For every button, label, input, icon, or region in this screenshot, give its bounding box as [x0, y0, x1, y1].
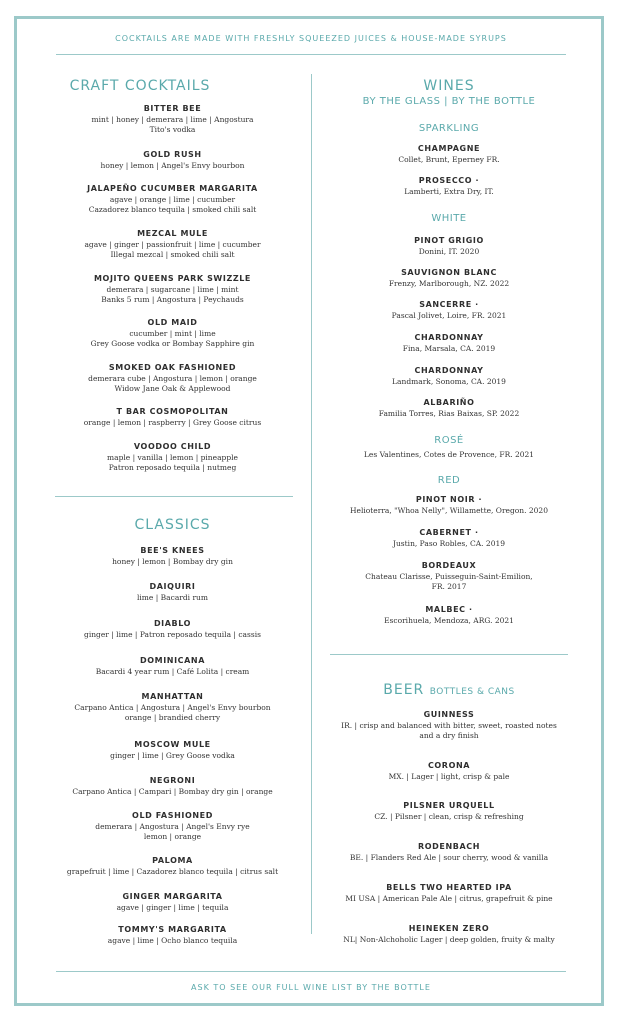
column-divider: [311, 74, 312, 934]
menu-item-desc: honey | lemon | Angel's Envy bourbon: [100, 161, 245, 170]
menu-item: [55, 618, 290, 640]
craft-classics-divider: [55, 496, 293, 497]
menu-item-desc: agave | ginger | passionfruit | lime | cucumber: [84, 240, 261, 249]
menu-item-name: ALBARIÑO: [423, 398, 475, 407]
menu-item-name: MOSCOW MULE: [134, 740, 211, 749]
menu-item-desc: Grey Goose vodka or Bombay Sapphire gin: [90, 339, 255, 348]
menu-item-name: SMOKED OAK FASHIONED: [108, 363, 237, 372]
menu-item-desc: ginger | lime | Grey Goose vodka: [110, 751, 235, 760]
menu-item-name: PALOMA: [152, 856, 193, 865]
menu-item-name: CORONA: [427, 761, 471, 770]
menu-item: [330, 494, 568, 516]
menu-item-desc: agave | lime | Ocho blanco tequila: [107, 936, 238, 945]
menu-item: [330, 923, 568, 945]
menu-item-desc: Bacardi 4 year rum | Café Lolita | cream: [95, 667, 250, 676]
menu-item-desc: Escorihuela, Mendoza, ARG. 2021: [384, 616, 514, 625]
menu-item: [55, 362, 290, 394]
menu-item-desc: Frenzy, Marlborough, NZ. 2022: [388, 279, 510, 288]
menu-item-desc: Carpano Antica | Angostura | Angel's Envy bourbon: [74, 703, 271, 712]
menu-item: [330, 365, 568, 387]
menu-item-name: DAIQUIRI: [149, 582, 196, 591]
wines-subtitle: BY THE GLASS | BY THE BOTTLE: [362, 96, 536, 107]
footer-note: ASK TO SEE OUR FULL WINE LIST BY THE BOTTLE: [191, 983, 431, 992]
menu-item: [330, 527, 568, 549]
menu-item-desc: IR. | crisp and balanced with bitter, sweet, roasted notes: [341, 721, 557, 730]
menu-item-name: T BAR COSMOPOLITAN: [116, 407, 229, 416]
menu-item-name: BORDEAUX: [421, 561, 477, 570]
menu-item: [55, 545, 290, 567]
menu-item-name: GOLD RUSH: [143, 150, 202, 159]
menu-item: [330, 760, 568, 782]
menu-item: [330, 800, 568, 822]
beer-title: [330, 682, 568, 698]
menu-item: [55, 441, 290, 473]
menu-item-desc: cucumber | mint | lime: [129, 329, 216, 338]
menu-item-desc: Familia Torres, Rias Baixas, SP. 2022: [378, 409, 520, 418]
menu-item-name: TOMMY'S MARGARITA: [118, 925, 227, 934]
menu-item: [330, 841, 568, 863]
menu-item-name: DIABLO: [153, 619, 192, 628]
menu-item-name: BELLS TWO HEARTED IPA: [386, 883, 512, 892]
red-heading: RED: [437, 475, 461, 486]
menu-item: [55, 775, 290, 797]
header-note: COCKTAILS ARE MADE WITH FRESHLY SQUEEZED JUICES & HOUSE-MADE SYRUPS: [115, 34, 507, 43]
menu-item: [55, 891, 290, 913]
menu-item-desc: agave | ginger | lime | tequila: [116, 903, 229, 912]
menu-item: [330, 143, 568, 165]
menu-item-desc: Carpano Antica | Campari | Bombay dry gin | orange: [72, 787, 273, 796]
menu-item-name: SAUVIGNON BLANC: [401, 268, 497, 277]
menu-item-desc: demerara cube | Angostura | lemon | orange: [88, 374, 257, 383]
menu-item-name: OLD MAID: [147, 318, 198, 327]
menu-item-desc: demerara | Angostura | Angel's Envy rye: [95, 822, 250, 831]
menu-item-desc: honey | lemon | Bombay dry gin: [112, 557, 233, 566]
menu-item: [330, 882, 568, 904]
menu-item-name: RODENBACH: [417, 842, 481, 851]
menu-item-desc: Banks 5 rum | Angostura | Peychauds: [101, 295, 244, 304]
menu-item: [330, 397, 568, 419]
menu-item-desc: MI USA | American Pale Ale | citrus, grapefruit & pine: [345, 894, 553, 903]
menu-item-desc: CZ. | Pilsner | clean, crisp & refreshing: [374, 812, 524, 821]
menu-item-name: NEGRONI: [149, 776, 196, 785]
menu-item-desc: Fina, Marsala, CA. 2019: [402, 344, 496, 353]
menu-item: [55, 406, 290, 428]
menu-item-name: MALBEC ·: [425, 605, 473, 614]
menu-item-name: CHARDONNAY: [414, 333, 484, 342]
menu-item-desc: Widow Jane Oak & Applewood: [114, 384, 231, 393]
rose-wine-desc: Les Valentines, Cotes de Provence, FR. 2021: [363, 450, 535, 459]
menu-item: [55, 149, 290, 171]
menu-item: [330, 299, 568, 321]
menu-item-desc: Justin, Paso Robles, CA. 2019: [392, 539, 506, 548]
menu-item-name: GUINNESS: [423, 710, 475, 719]
menu-item-desc: and a dry finish: [419, 731, 479, 740]
classics-title: CLASSICS: [134, 517, 211, 533]
menu-item-desc: MX. | Lager | light, crisp & pale: [388, 772, 510, 781]
white-heading: WHITE: [431, 213, 467, 224]
menu-item-name: PILSNER URQUELL: [403, 801, 495, 810]
menu-item-name: CHAMPAGNE: [417, 144, 481, 153]
menu-item-desc: Patron reposado tequila | nutmeg: [108, 463, 237, 472]
menu-item-name: PINOT NOIR ·: [415, 495, 483, 504]
menu-item: [330, 235, 568, 257]
menu-item-name: SANCERRE ·: [419, 300, 479, 309]
menu-item: [55, 103, 290, 135]
wines-title: WINES: [423, 78, 475, 94]
menu-item-desc: Chateau Clarisse, Puisseguin-Saint-Emilion,: [365, 572, 533, 581]
menu-item: [330, 560, 568, 592]
menu-item-name: DOMINICANA: [140, 656, 205, 665]
menu-item-name: CABERNET ·: [419, 528, 479, 537]
menu-item: [330, 267, 568, 289]
menu-item: [55, 183, 290, 215]
menu-item-name: BEE'S KNEES: [140, 546, 205, 555]
menu-item-desc: Cazadorez blanco tequila | smoked chili salt: [88, 205, 257, 214]
menu-item-desc: demerara | sugarcane | lime | mint: [106, 285, 239, 294]
menu-item-desc: agave | orange | lime | cucumber: [109, 195, 236, 204]
menu-item-desc: Helioterra, "Whoa Nelly", Willamette, Oregon. 2020: [350, 506, 548, 515]
menu-item-name: CHARDONNAY: [414, 366, 484, 375]
menu-item: [55, 810, 290, 842]
footer-divider: [56, 971, 566, 972]
menu-item: [330, 175, 568, 197]
menu-item-desc: orange | brandied cherry: [124, 713, 221, 722]
rose-wine: [330, 450, 568, 460]
menu-item: [55, 581, 290, 603]
menu-item-desc: Landmark, Sonoma, CA. 2019: [392, 377, 506, 386]
menu-item: [55, 317, 290, 349]
menu-item-desc: orange | lemon | raspberry | Grey Goose citrus: [83, 418, 262, 427]
menu-item-desc: ginger | lime | Patron reposado tequila | cassis: [84, 630, 261, 639]
menu-item-desc: lime | Bacardi rum: [137, 593, 208, 602]
menu-item: [55, 691, 290, 723]
menu-item: [55, 228, 290, 260]
menu-item-name: MOJITO QUEENS PARK SWIZZLE: [93, 274, 252, 283]
menu-item-name: PROSECCO ·: [418, 176, 480, 185]
left-column: [55, 0, 290, 1024]
wine-beer-divider: [330, 654, 568, 655]
menu-item-name: MANHATTAN: [141, 692, 204, 701]
menu-item: [330, 709, 568, 741]
beer-title-main: BEER: [383, 682, 425, 698]
menu-item: [55, 273, 290, 305]
menu-item-name: JALAPEÑO CUCUMBER MARGARITA: [87, 184, 258, 193]
menu-item: [55, 655, 290, 677]
menu-item: [55, 739, 290, 761]
menu-item-desc: NL| Non-Alchoholic Lager | deep golden, fruity & malty: [343, 935, 555, 944]
right-column: [330, 0, 568, 1024]
sparkling-heading: SPARKLING: [418, 123, 480, 134]
menu-item-desc: Collet, Brunt, Eperney FR.: [398, 155, 500, 164]
menu-item-desc: Illegal mezcal | smoked chili salt: [110, 250, 235, 259]
menu-item-desc: Donini, IT. 2020: [418, 247, 480, 256]
menu-item: [330, 604, 568, 626]
menu-item-name: BITTER BEE: [143, 104, 202, 113]
menu-item-desc: mint | honey | demerara | lime | Angostura: [91, 115, 254, 124]
menu-item-desc: lemon | orange: [143, 832, 202, 841]
menu-item-desc: maple | vanilla | lemon | pineapple: [107, 453, 238, 462]
menu-item-name: GINGER MARGARITA: [122, 892, 223, 901]
menu-item-name: VOODOO CHILD: [133, 442, 212, 451]
menu-item-desc: FR. 2017: [431, 582, 467, 591]
beer-title-sub: BOTTLES & CANS: [429, 687, 515, 697]
craft-cocktails-title: CRAFT COCKTAILS: [69, 78, 211, 94]
menu-item: [55, 855, 290, 877]
menu-item-desc: Pascal Jolivet, Loire, FR. 2021: [391, 311, 507, 320]
rose-heading: ROSÉ: [434, 435, 464, 446]
menu-item-desc: BE. | Flanders Red Ale | sour cherry, wood & vanilla: [349, 853, 549, 862]
menu-item: [330, 332, 568, 354]
menu-item-desc: Lamberti, Extra Dry, IT.: [404, 187, 494, 196]
menu-item-desc: Tito's vodka: [149, 125, 196, 134]
menu-item-name: HEINEKEN ZERO: [408, 924, 490, 933]
menu-item-name: OLD FASHIONED: [132, 811, 213, 820]
menu-item: [55, 924, 290, 946]
menu-item-name: PINOT GRIGIO: [414, 236, 484, 245]
menu-item-name: MEZCAL MULE: [137, 229, 208, 238]
menu-item-desc: grapefruit | lime | Cazadorez blanco tequila | citrus salt: [66, 867, 279, 876]
